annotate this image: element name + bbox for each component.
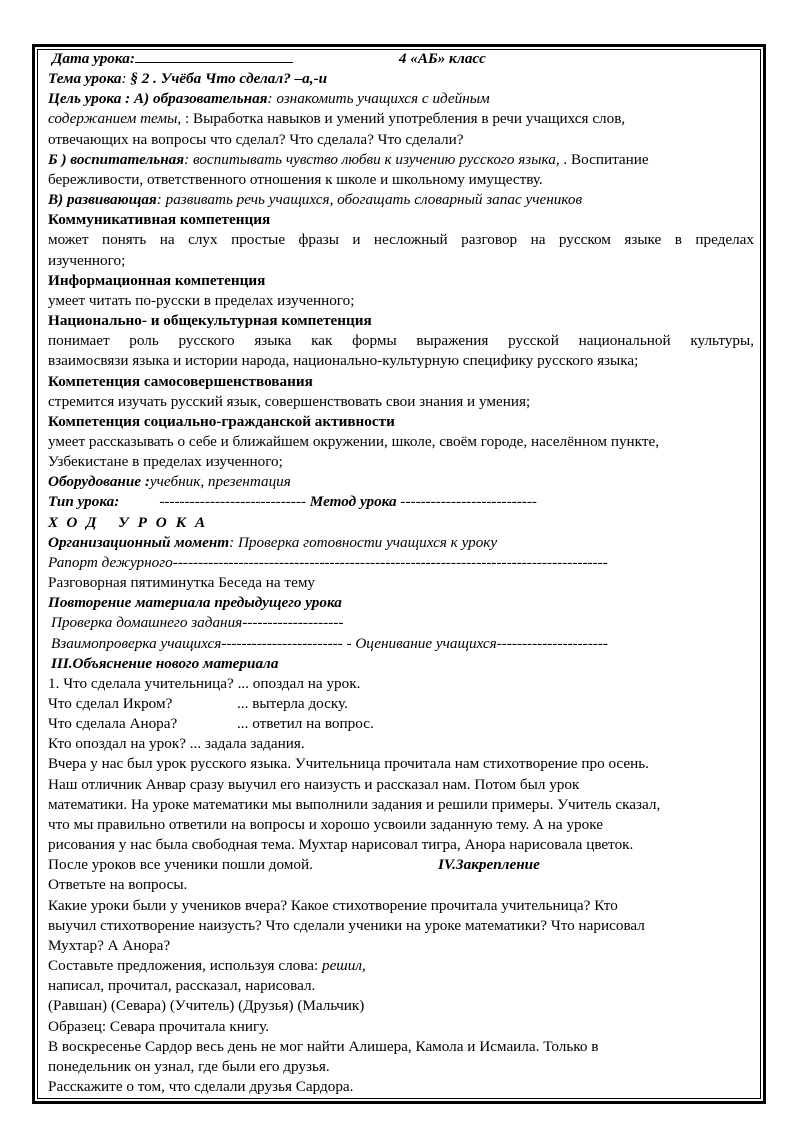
competence-text: умеет читать по-русски в пределах изученного; bbox=[48, 291, 355, 309]
talk-line: Разговорная пятиминутка Беседа на тему bbox=[48, 574, 316, 592]
final-line: В воскресенье Сардор весь день не мог найти Алишера, Камола и Исмаила. Только в bbox=[48, 1037, 599, 1055]
story-line: Наш отличник Анвар сразу выучил его наизусть и рассказал нам. Потом был урок bbox=[48, 775, 580, 793]
goal-c-line: В) развивающая: развивать речь учащихся, обогащать словарный запас учеников bbox=[48, 191, 583, 209]
competence-title: Компетенция социально-гражданской активности bbox=[48, 412, 395, 430]
competence-title: Информационная компетенция bbox=[48, 271, 266, 289]
lesson-type-line: Тип урока: ----------------------------- Метод урока --------------------------- bbox=[48, 493, 537, 511]
compose-line-2: написал, прочитал, рассказал, нарисовал. bbox=[48, 977, 316, 995]
exercise-line: Что сделала Анора? ... ответил на вопрос. bbox=[48, 715, 374, 733]
competence-text: может понять на слух простые фразы и несложный разговор на русском языке в пределах bbox=[48, 231, 754, 249]
story-last-line: После уроков все ученики пошли домой. IV.Закрепление bbox=[48, 856, 540, 874]
goal-line-2: содержанием темы, : Выработка навыков и умений употребления в речи учащихся слов, bbox=[48, 110, 626, 128]
goal-b-line: Б ) воспитательная: воспитывать чувство любви к изучению русского языка, . Воспитание bbox=[48, 150, 649, 168]
compose-line: Составьте предложения, используя слова: решил, bbox=[48, 957, 366, 975]
topic-value: § 2 . Учёба Что сделал? –а,-и bbox=[130, 70, 328, 88]
report-line: Рапорт дежурного-------------------------------------------------------------------------------------- bbox=[48, 553, 608, 571]
goal-line: Цель урока : А) образовательная: ознакомить учащихся с идейным bbox=[48, 90, 490, 108]
names-line: (Равшан) (Севара) (Учитель) (Друзья) (Мальчик) bbox=[48, 997, 365, 1015]
competence-text: Узбекистане в пределах изученного; bbox=[48, 453, 283, 471]
story-line: Вчера у нас был урок русского языка. Учительница прочитала нам стихотворение про осень. bbox=[48, 755, 649, 773]
final-line: Расскажите о том, что сделали друзья Сардора. bbox=[48, 1077, 354, 1095]
question-line: выучил стихотворение наизусть? Что сделали ученики на уроке математики? Что нарисовал bbox=[48, 916, 645, 934]
sample-line: Образец: Севара прочитала книгу. bbox=[48, 1017, 270, 1035]
story-line: математики. На уроке математики мы выполнили задания и решили примеры. Учитель сказал, bbox=[48, 795, 661, 813]
question-line: Какие уроки были у учеников вчера? Какое стихотворение прочитала учительница? Кто bbox=[48, 896, 618, 914]
competence-text: взаимосвязи языка и истории народа, национально-культурную специфику русского языка; bbox=[48, 352, 639, 370]
exercise-line: 1. Что сделала учительница? ... опоздал на урок. bbox=[48, 674, 361, 692]
competence-text: умеет рассказывать о себе и ближайшем окружении, школе, своём городе, населённом пункте, bbox=[48, 432, 660, 450]
repeat-heading: Повторение материала предыдущего урока bbox=[48, 594, 342, 612]
exercise-line: Что сделал Икром? ... вытерла доску. bbox=[48, 695, 348, 712]
story-line: что мы правильно ответили на вопросы и хорошо усвоили заданную тему. А на уроке bbox=[48, 815, 603, 833]
new-material-heading: III.Объяснение нового материала bbox=[51, 654, 279, 672]
competence-text: стремится изучать русский язык, совершенствовать свои знания и умения; bbox=[48, 392, 531, 410]
date-label: Дата урока: bbox=[52, 50, 135, 67]
consolidation-heading: IV.Закрепление bbox=[438, 856, 540, 874]
competence-text: понимает роль русского языка как формы выражения русской национальной культуры, bbox=[48, 332, 754, 350]
competence-title: Компетенция самосовершенствования bbox=[48, 372, 313, 390]
final-line: понедельник он узнал, где были его друзья. bbox=[48, 1057, 330, 1075]
org-moment-line: Организационный момент: Проверка готовности учащихся к уроку bbox=[48, 533, 498, 551]
exercise-line: Кто опоздал на урок? ... задала задания. bbox=[48, 735, 305, 753]
date-blank bbox=[135, 48, 293, 63]
class-label: 4 «АБ» класс bbox=[398, 50, 486, 67]
equipment-line: Оборудование :учебник, презентация bbox=[48, 473, 291, 491]
lesson-plan bbox=[48, 48, 754, 1097]
homework-line: Проверка домашнего задания-------------------- bbox=[51, 614, 344, 632]
date-line bbox=[48, 48, 754, 69]
goal-b-line-2: бережливости, ответственного отношения к школе и школьному имуществу. bbox=[48, 170, 543, 188]
course-heading: ХОД УРОКА bbox=[48, 513, 215, 531]
mutual-check-line: Взаимопроверка учащихся------------------------ - Оценивание учащихся---------------------- bbox=[51, 634, 608, 652]
goal-line-3: отвечающих на вопросы что сделал? Что сделала? Что сделали? bbox=[48, 130, 464, 148]
topic-line: Тема урока: § 2 . Учёба Что сделал? –а,-и bbox=[48, 70, 328, 88]
question-line: Мухтар? А Анора? bbox=[48, 936, 171, 954]
competence-text: изученного; bbox=[48, 251, 126, 269]
competence-title: Коммуникативная компетенция bbox=[48, 211, 271, 229]
story-line: рисования у нас была свободная тема. Мухтар нарисовал тигра, Анора нарисовала цветок. bbox=[48, 836, 634, 854]
competence-title: Национально- и общекультурная компетенция bbox=[48, 312, 372, 330]
answer-prompt: Ответьте на вопросы. bbox=[48, 876, 188, 894]
